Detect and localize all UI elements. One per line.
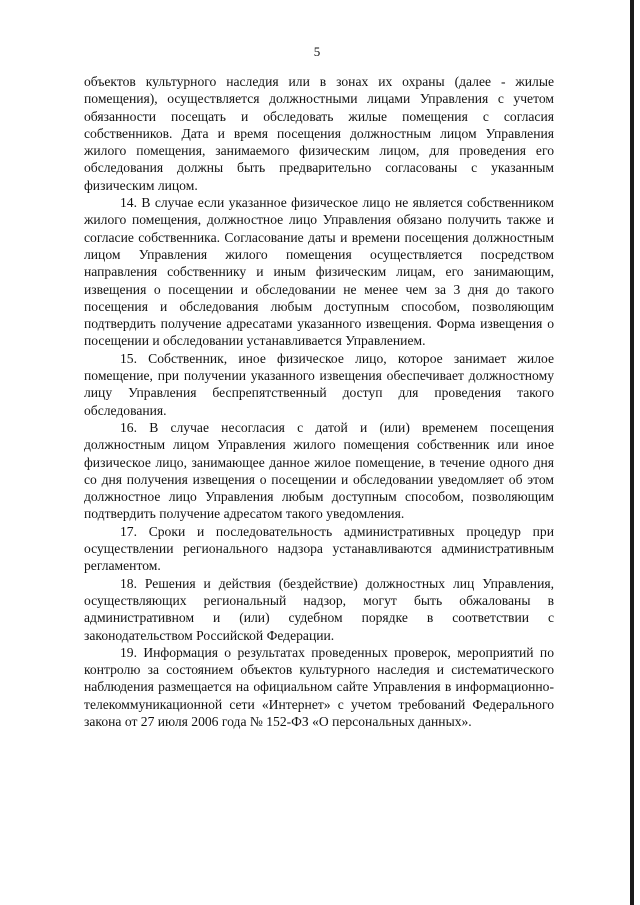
paragraph-continued: объектов культурного наследия или в зонах их охраны (далее - жилые помещения), осуществляется должностными лицами Управления с учетом обязанности посещать и обследовать жилые помещения с согласия собственников. Дата и время посещения должностным лицом Управления жилого помещения, занимаемого физическим лицом, для проведения его обследования должны быть предварительно согласованы с указанным физическим лицом. <box>84 74 554 193</box>
paragraph-14: 14. В случае если указанное физическое лицо не является собственником жилого помещения, должностное лицо Управления обязано получить также и согласие собственника. Согласование даты и времени посещения должностным лицом Управления жилого помещения осуществляется посредством направления собственнику и иным физическим лицам, его занимающим, извещения о посещении и обследовании не менее чем за 3 дня до такого посещения и обследования любым доступным способом, позволяющим подтвердить получение адресатами указанного извещения. Форма извещения о посещении и обследовании устанавливается Управлением. <box>84 195 554 349</box>
page-edge-border <box>630 0 634 905</box>
paragraph-15: 15. Собственник, иное физическое лицо, которое занимает жилое помещение, при получении указанного извещения обеспечивает должностному лицу Управления беспрепятственный доступ для проведения такого обследования. <box>84 350 554 418</box>
paragraph-16: 16. В случае несогласия с датой и (или) временем посещения должностным лицом Управления жилого помещения собственник или иное физическое лицо, занимающее данное жилое помещение, в течение одного дня со дня получения извещения о посещении и обследовании уведомляет об этом должностное лицо Управления любым доступным способом, позволяющим подтвердить получение адресатом такого уведомления. <box>84 419 554 522</box>
document-body <box>84 73 554 730</box>
paragraph-18: 18. Решения и действия (бездействие) должностных лиц Управления, осуществляющих региональный надзор, могут быть обжалованы в административном и (или) судебном порядке в соответствии с законодательством Российской Федерации. <box>84 575 554 643</box>
page-number: 5 <box>313 44 321 59</box>
paragraph-19: 19. Информация о результатах проведенных проверок, мероприятий по контролю за состоянием объектов культурного наследия и систематического наблюдения размещается на официальном сайте Управления в информационно-телекоммуникационной сети «Интернет» с учетом требований Федерального закона от 27 июля 2006 года № 152-ФЗ «О персональных данных». <box>84 644 554 729</box>
paragraph-17: 17. Сроки и последовательность административных процедур при осуществлении регионального надзора устанавливаются административным регламентом. <box>84 523 554 574</box>
